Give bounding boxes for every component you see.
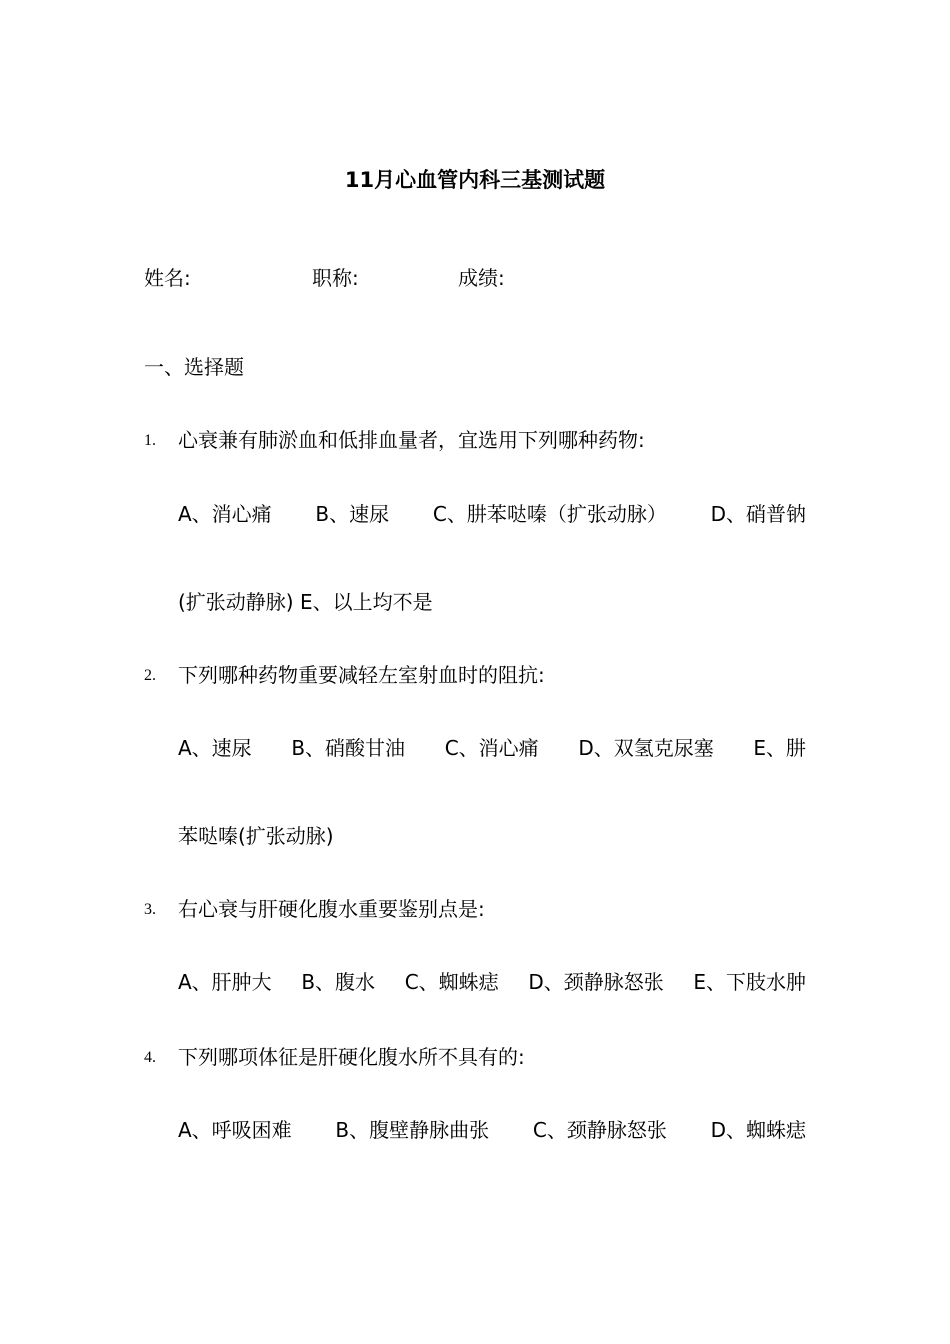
option-b: B、腹水 (301, 970, 376, 994)
question-text: 下列哪种药物重要减轻左室射血时的阻抗: (178, 663, 545, 687)
option-e: E、肼 (753, 736, 806, 760)
options-line (178, 500, 806, 528)
question-text: 心衰兼有肺淤血和低排血量者，宜选用下列哪种药物: (178, 428, 645, 452)
score-label: 成绩: (458, 266, 505, 290)
name-label: 姓名: (144, 266, 191, 290)
page-title: 11月心血管内科三基测试题 (344, 168, 606, 192)
option-b: B、腹壁静脉曲张 (335, 1118, 490, 1142)
options-continuation: (扩张动静脉) E、以上均不是 (178, 590, 433, 614)
option-c: C、消心痛 (444, 736, 539, 760)
options-line (178, 734, 806, 762)
option-d: D、颈静脉怒张 (528, 970, 664, 994)
options-line (178, 968, 806, 996)
option-e: E、下肢水肿 (693, 970, 806, 994)
question-number: 4. (144, 1049, 156, 1066)
option-b: B、硝酸甘油 (291, 736, 406, 760)
question-number: 2. (144, 667, 156, 684)
question-number: 1. (144, 432, 156, 449)
question-number: 3. (144, 901, 156, 918)
option-d: D、双氢克尿塞 (578, 736, 714, 760)
options-line (178, 1116, 806, 1144)
option-a: A、肝肿大 (178, 970, 272, 994)
option-c: C、蜘蛛痣 (404, 970, 499, 994)
option-d: D、蜘蛛痣 (710, 1118, 806, 1142)
option-d: D、硝普钠 (710, 502, 806, 526)
option-a: A、消心痛 (178, 502, 272, 526)
option-a: A、速尿 (178, 736, 252, 760)
options-continuation: 苯哒嗪(扩张动脉) (178, 824, 334, 848)
question-text: 下列哪项体征是肝硬化腹水所不具有的: (178, 1045, 525, 1069)
option-b: B、速尿 (315, 502, 390, 526)
option-a: A、呼吸困难 (178, 1118, 292, 1142)
section-heading: 一、选择题 (144, 355, 244, 379)
option-c: C、肼苯哒嗪（扩张动脉） (432, 502, 667, 526)
job-title-label: 职称: (312, 266, 359, 290)
question-text: 右心衰与肝硬化腹水重要鉴别点是: (178, 897, 485, 921)
option-c: C、颈静脉怒张 (532, 1118, 667, 1142)
